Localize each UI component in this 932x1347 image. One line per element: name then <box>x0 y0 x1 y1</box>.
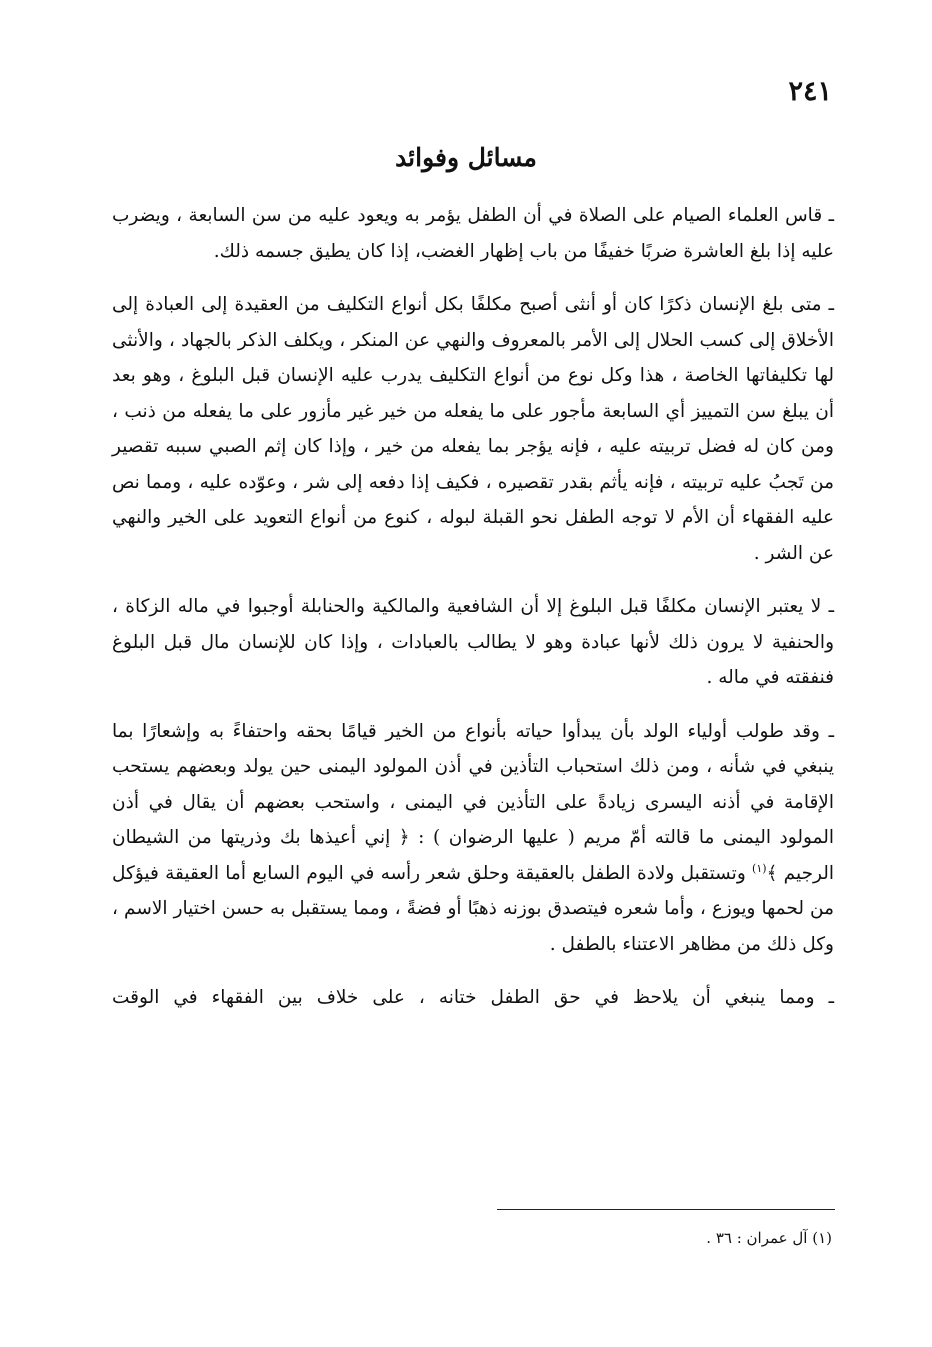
footnote: (١) آل عمران : ٣٦ . <box>706 1229 832 1247</box>
paragraph-circumcision: ـ ومما ينبغي أن يلاحظ في حق الطفل ختانه ، على خلاف بين الفقهاء في الوقت <box>112 987 834 1008</box>
paragraph-obligation: ـ متى بلغ الإنسان ذكرًا كان أو أنثى أصبح مكلفًا بكل أنواع التكليف من العقيدة إلى العبادة إلى الأخلاق إلى كسب الحلال إلى الأمر بالمعروف والنهي عن المنكر ، ويكلف الذكر بالجهاد ، والأنثى لها تكليفاتها الخاصة ، هذا وكل نوع من أنواع التكليف يدرب عليه الإنسان قبل البلوغ ، وهو بعد أن يبلغ سن التمييز أي السابعة مأجور على ما يفعله من خير غير مأزور على ما يفعله من ذنب ، ومن كان له فضل تربيته عليه ، فإنه يؤجر بما يفعله من خير ، وإذا كان إثم الصبي سببه تقصير من تَجبُ عليه تربيته ، فإنه يأثم بقدر تقصيره ، فكيف إذا دفعه إلى شر ، وعوّده عليه ، ومما نص عليه الفقهاء أن الأم لا توجه الطفل نحو القبلة لبوله ، كنوع من أنواع التعويد على الخير والنهي عن الشر . <box>112 294 834 564</box>
paragraph-newborn-text-b: وتستقبل ولادة الطفل بالعقيقة وحلق شعر رأسه في اليوم السابع أما العقيقة فيؤكل من لحمها ويوزع ، وأما شعره فيتصدق بوزنه ذهبًا أو فضةً ، ومما يستقبل به حسن اختيار الاسم ، وكل ذلك من مظاهر الاعتناء بالطفل . <box>112 862 834 955</box>
paragraph-newborn <box>112 714 834 963</box>
page-number: ٢٤١ <box>788 76 832 107</box>
footnote-divider <box>497 1209 835 1210</box>
paragraph-newborn-text-a: ـ وقد طولب أولياء الولد بأن يبدأوا حياته بأنواع من الخير قيامًا بحقه واحتفاءً به وإشعارًا بما ينبغي في شأنه ، ومن ذلك استحباب التأذين في أذن المولود اليمنى حين يولد وبعضهم يستحب الإقامة في أذنه اليسرى زيادةً على التأذين في اليمنى ، واستحب بعضهم أن يقال في أذن المولود اليمنى ما قالته أمّ مريم ( عليها الرضوان ) : ﴿ إني أعيذها بك وذريتها من الشيطان الرجيم ﴾ <box>112 720 834 884</box>
footnote-reference: (١) <box>752 861 767 875</box>
paragraph-fasting: ـ قاس العلماء الصيام على الصلاة في أن الطفل يؤمر به ويعود عليه من سن السابعة ، ويضرب عليه إذا بلغ العاشرة ضربًا خفيفًا من باب إظهار الغضب، إذا كان يطيق جسمه ذلك. <box>112 205 834 262</box>
paragraph-zakat: ـ لا يعتبر الإنسان مكلفًا قبل البلوغ إلا أن الشافعية والمالكية والحنابلة أوجبوا في ماله الزكاة ، والحنفية لا يرون ذلك لأنها عبادة وهو لا يطالب بالعبادات ، وإذا كان للإنسان مال قبل البلوغ فنفقته في ماله . <box>112 596 834 688</box>
body-text <box>112 198 834 1016</box>
section-title: مسائل وفوائد <box>395 143 537 172</box>
